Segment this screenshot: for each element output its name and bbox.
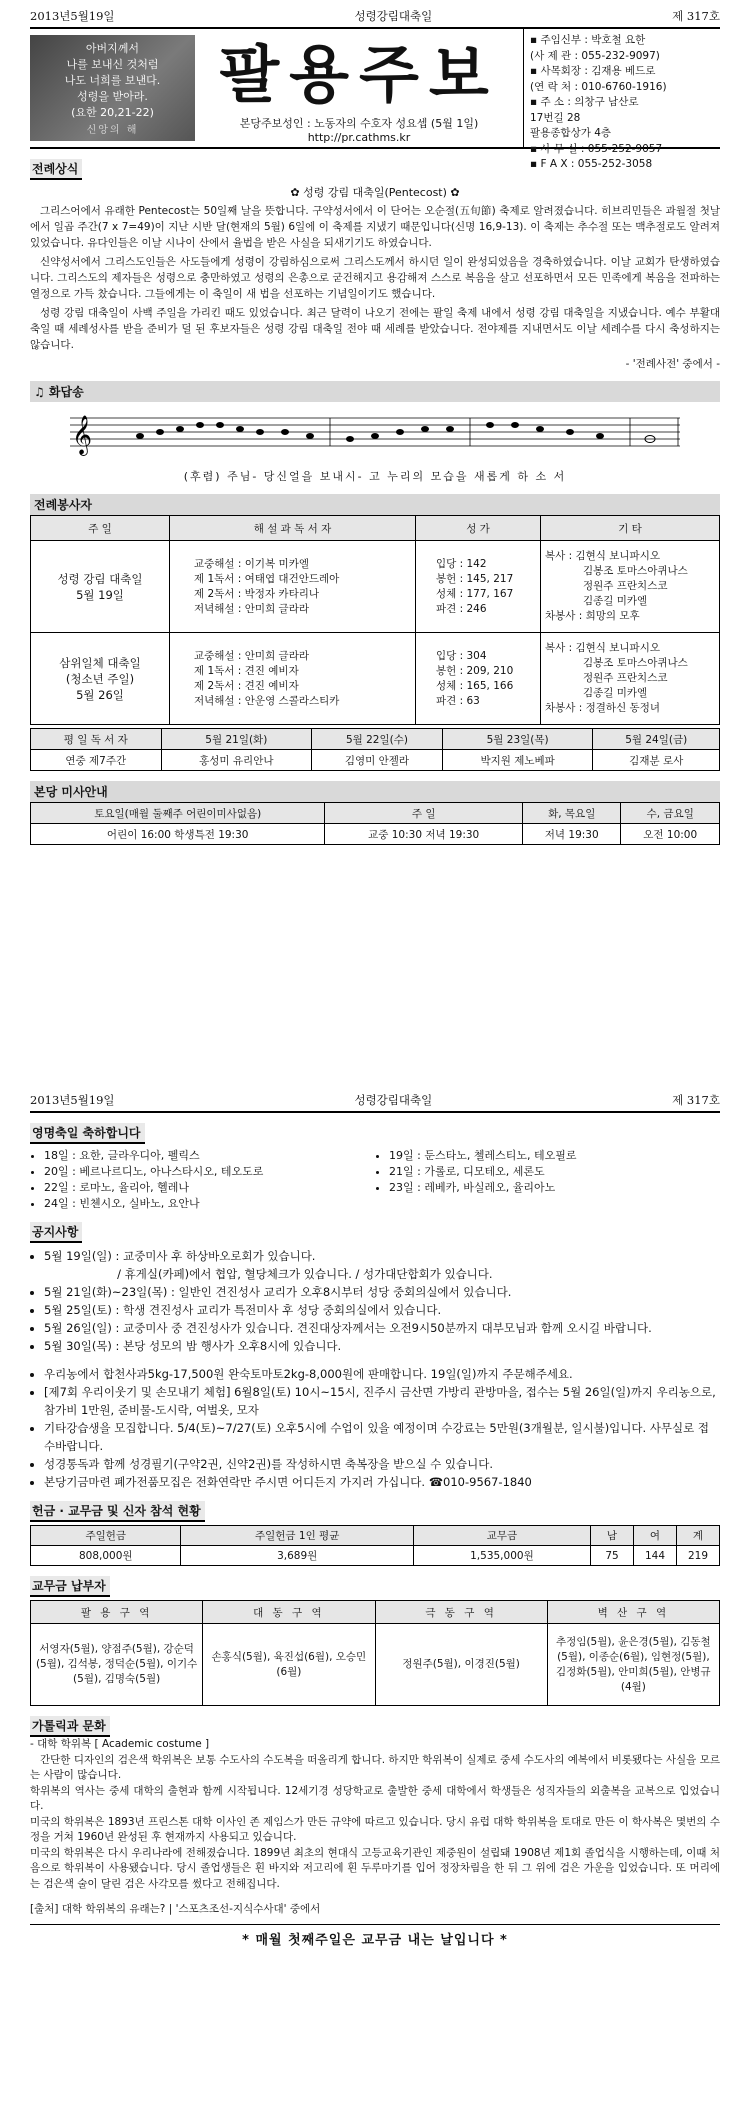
table-row — [31, 750, 720, 771]
table-row — [31, 824, 720, 845]
column-header: 성 가 — [416, 516, 541, 541]
list-item: • 기타강습생을 모집합니다. 5/4(토)~7/27(토) 오후5시에 수업이 있을 예정이며 수강료는 5만원(3개월분, 일시불)입니다. 사무실로 접수바랍니다. — [44, 1419, 720, 1455]
bulletin-title: 팔용주보 — [219, 38, 499, 111]
servers-table — [30, 515, 720, 725]
liturgy-heading: 전례상식 — [30, 159, 82, 180]
reader-line: 제 2독서 : 견진 예비자 — [194, 679, 299, 692]
hymn-line: 파견 : 63 — [436, 694, 480, 707]
motto-reference: (요한 20,21-22) — [71, 106, 154, 119]
column-header: 계 — [677, 1526, 720, 1546]
table-cell: 1,535,000원 — [413, 1546, 590, 1566]
reader-line: 교중해설 : 안미희 글라라 — [194, 649, 309, 662]
info-line: ▪ F A X : 055-252-3058 — [530, 158, 653, 170]
readers-cell — [170, 633, 416, 725]
culture-paragraph: 미국의 학위복은 다시 우리나라에 전해졌습니다. 1899년 최초의 현대식 고등교육기관인 제중원이 설립돼 1908년 제1회 졸업식을 시행하는데, 이때 처음으로 학위복이 사용됐습니다. 당시 졸업생들은 흰 바지와 저고리에 흰 두루마기를 입어 정장차림을 한 뒤 그 위에 검은 가운을 입었습니다. 또 머리에는 검은색 술이 달린 검은 사각모를 썼다고 전해집니다. — [30, 1846, 720, 1890]
table-header-row — [31, 1601, 720, 1624]
patron-saint: 본당주보성인 : 노동자의 수호자 성요셉 (5월 1일) — [239, 117, 479, 130]
list-item: • 24일 : 빈첸시오, 실바노, 요안나 — [44, 1196, 375, 1212]
table-cell: 808,000원 — [31, 1546, 181, 1566]
column-header: 남 — [591, 1526, 634, 1546]
table-cell: 75 — [591, 1546, 634, 1566]
table-cell: 김영미 안젤라 — [312, 750, 443, 771]
reader-line: 제 1독서 : 견진 예비자 — [194, 664, 299, 677]
feastdays-list — [30, 1148, 720, 1212]
page-header — [30, 1092, 720, 1113]
liturgy-subheading: ✿ 성령 강림 대축일(Pentecost) ✿ — [290, 186, 460, 199]
other-line: 정원주 프란치스코 — [583, 672, 668, 684]
table-header-row — [31, 516, 720, 541]
website-url[interactable]: http://pr.cathms.kr — [307, 131, 411, 144]
info-line: 17번길 28 — [530, 111, 581, 124]
info-line: ▪ 사 무 실 : 055-252-9057 — [530, 142, 663, 155]
notices-list-secondary — [30, 1365, 720, 1491]
culture-paragraph: 학위복의 역사는 중세 대학의 출현과 함께 시작됩니다. 12세기경 성당학교로 출발한 중세 대학에서 학생들은 성직자들의 외출복을 교복으로 입었습니다. — [30, 1784, 720, 1812]
column-header: 주일헌금 — [31, 1526, 181, 1546]
column-header: 5월 24일(금) — [593, 729, 720, 750]
liturgy-paragraph: 그리스어에서 유래한 Pentecost는 50일째 날을 뜻합니다. 구약성서에서 이 단어는 오순절(五旬節) 축제로 알려졌습니다. 히브리민들은 과월절 첫날에서 일곱 주간(7 x 7=49)이 지난 시반 달(현재의 5월) 6일에 이 축제를 지냈기 때문입니다(신명 16,9-13). 이 축제는 추수절 또는 맥추절로도 알려져 있었습니다. 유다인들은 이날 시나이 산에서 율법을 받은 사실을 되새기기도 하였습니다. — [30, 205, 720, 249]
table-row — [31, 541, 720, 633]
motto-line: 성령을 받아라. — [77, 90, 148, 103]
list-item: • 5월 19일(일) : 교중미사 후 하상바오로회가 있습니다. — [44, 1247, 720, 1265]
sunday-cell: 삼위일체 대축일 (청소년 주일) 5월 26일 — [31, 633, 170, 725]
table-cell: 박지원 제노베파 — [442, 750, 593, 771]
others-cell — [541, 541, 720, 633]
table-cell: 오전 10:00 — [621, 824, 720, 845]
hymn-line: 봉헌 : 209, 210 — [436, 664, 514, 677]
list-item: • 성경통독과 함께 성경필기(구약2권, 신약2권)를 작성하시면 축복장을 받으실 수 있습니다. — [44, 1455, 720, 1473]
motto-line: 나를 보내신 것처럼 — [66, 58, 159, 71]
hymn-line: 입당 : 304 — [436, 649, 487, 662]
column-header: 5월 21일(화) — [161, 729, 312, 750]
weekday-readers-table — [30, 728, 720, 771]
reader-line: 저녁해설 : 안미희 글라라 — [194, 602, 309, 615]
table-cell: 손홍식(5월), 육진섭(6월), 오승민(6월) — [203, 1624, 375, 1706]
column-header: 대 동 구 역 — [203, 1601, 375, 1624]
readers-cell — [170, 541, 416, 633]
list-item: • 5월 26일(일) : 교중미사 중 견진성사가 있습니다. 견진대상자께서는 오전9시50분까지 대부모님과 함께 오시길 바랍니다. — [44, 1319, 720, 1337]
other-line: 복사 : 김현식 보니파시오 — [545, 550, 660, 562]
notices-list — [30, 1247, 720, 1355]
list-item: • 18일 : 요한, 글라우디아, 펠릭스 — [44, 1148, 375, 1164]
hymn-heading: ♫ 화답송 — [30, 381, 720, 402]
liturgy-paragraph: 신약성서에서 그리스도인들은 사도들에게 성령이 강림하심으로써 그리스도께서 하시던 일이 완성되었음을 경축하였습니다. 이날 교회가 탄생하였습니다. 그리스도의 제자들은 성령으로 충만하였고 성령의 은총으로 굳건해지고 용감해져 스스로 복음을 살고 선포하면서 모든 민족에게 복음을 전파하는 열정으로 가득 찼습니다. 그들에게는 이 축일이 새 법을 선포하는 기념일이기도 했습니다. — [30, 256, 720, 300]
feastdays-left — [30, 1148, 375, 1212]
sunday-cell: 성령 강림 대축일 5월 19일 — [31, 541, 170, 633]
title-box — [195, 29, 523, 147]
table-header-row — [31, 1526, 720, 1546]
hymn-line: 입당 : 142 — [436, 557, 487, 570]
feastdays-right — [375, 1148, 720, 1212]
header-feast: 성령강림대축일 — [354, 1093, 433, 1107]
hymn-line: 성체 : 165, 166 — [436, 679, 514, 692]
list-item: • 5월 25일(토) : 학생 견진성사 교리가 특전미사 후 성당 중회의실에서 있습니다. — [44, 1301, 720, 1319]
servers-heading: 전례봉사자 — [30, 494, 720, 515]
table-row — [31, 1546, 720, 1566]
footer-note: * 매월 첫째주일은 교무금 내는 날입니다 * — [30, 1924, 720, 1948]
list-item: • 5월 30일(목) : 본당 성모의 밤 행사가 오후8시에 있습니다. — [44, 1337, 720, 1355]
feastdays-heading: 영명축일 축하합니다 — [30, 1123, 145, 1144]
column-header: 여 — [634, 1526, 677, 1546]
other-line: 차봉사 : 정결하신 동정녀 — [545, 702, 660, 714]
column-header: 기 타 — [541, 516, 720, 541]
motto-line: 아버지께서 — [85, 42, 140, 55]
table-cell: 219 — [677, 1546, 720, 1566]
year-of-faith: 신앙의 해 — [86, 125, 139, 136]
table-cell: 정원주(5월), 이경진(5월) — [375, 1624, 547, 1706]
table-cell: 홍성미 유리안나 — [161, 750, 312, 771]
motto-line: 나도 너희를 보낸다. — [64, 74, 161, 87]
table-header-row — [31, 803, 720, 824]
page-one — [30, 8, 720, 845]
header-issue: 제 317호 — [672, 9, 720, 23]
header-date: 2013년5월19일 — [30, 9, 115, 23]
hymn-line: 파견 : 246 — [436, 602, 487, 615]
table-cell: 김재분 로사 — [593, 750, 720, 771]
liturgy-source: - '전례사전' 중에서 - — [625, 358, 720, 370]
table-cell: 어린이 16:00 학생특전 19:30 — [31, 824, 325, 845]
column-header: 주 일 — [31, 516, 170, 541]
table-cell: 144 — [634, 1546, 677, 1566]
mass-schedule-table — [30, 802, 720, 845]
column-header: 화, 목요일 — [522, 803, 621, 824]
column-header: 5월 22일(수) — [312, 729, 443, 750]
column-header: 교무금 — [413, 1526, 590, 1546]
reader-line: 제 1독서 : 여태엽 대건안드레아 — [194, 572, 340, 585]
music-notation — [30, 406, 720, 466]
list-item: • 5월 21일(화)~23일(목) : 일반인 견진성사 교리가 오후8시부터 성당 중회의실에서 있습니다. — [44, 1283, 720, 1301]
liturgy-paragraph: 성령 강림 대축일이 사백 주일을 가리킨 때도 있었습니다. 최근 달력이 나오기 전에는 팔일 축제 내에서 성령 강림 대축일을 지냈습니다. 예수 부활대축일 때 세례성사를 받을 준비가 덜 된 후보자들은 성령 강림 대축일 전야 때 세례를 받았습니다. 전야제를 지내면서도 이날 세례수를 다시 축성하지는 않습니다. — [30, 307, 720, 351]
table-cell: 서영자(5월), 양점주(5월), 강순덕(5월), 김석봉, 정덕순(5월), 이기수(5월), 김명숙(5월) — [31, 1624, 203, 1706]
culture-heading: 가톨릭과 문화 — [30, 1716, 110, 1737]
page-header — [30, 8, 720, 29]
header-feast: 성령강림대축일 — [354, 9, 433, 23]
header-issue: 제 317호 — [672, 1093, 720, 1107]
motto-box — [30, 35, 195, 141]
list-item: • 우리농에서 합천사과5kg-17,500원 완숙토마토2kg-8,000원에 판매합니다. 19일(일)까지 주문해주세요. — [44, 1365, 720, 1383]
column-header: 평 일 독 서 자 — [31, 729, 162, 750]
table-cell: 연중 제7주간 — [31, 750, 162, 771]
list-item: • 22일 : 로마노, 율리아, 헬레나 — [44, 1180, 375, 1196]
page-two — [30, 1092, 720, 1948]
info-line: (사 제 관 : 055-232-9097) — [530, 49, 660, 62]
column-header: 5월 23일(목) — [442, 729, 593, 750]
culture-section — [30, 1737, 720, 1918]
info-line: (연 락 처 : 010-6760-1916) — [530, 80, 667, 93]
notices-heading: 공지사항 — [30, 1222, 82, 1243]
others-cell — [541, 633, 720, 725]
column-header: 주 일 — [325, 803, 523, 824]
other-line: 차봉사 : 희망의 모후 — [545, 610, 640, 622]
reader-line: 저녁해설 : 안운영 스콜라스티카 — [194, 694, 340, 707]
other-line: 김종길 미카엘 — [583, 595, 648, 607]
fees-table — [30, 1600, 720, 1706]
reader-line: 제 2독서 : 박정자 카타리나 — [194, 587, 319, 600]
reader-line: 교중해설 : 이기복 미카엘 — [194, 557, 309, 570]
other-line: 복사 : 김현식 보니파시오 — [545, 642, 660, 654]
table-row — [31, 633, 720, 725]
culture-subtitle: - 대학 학위복 [ Academic costume ] — [30, 1738, 210, 1750]
fees-heading: 교무금 납부자 — [30, 1576, 110, 1597]
stats-heading: 헌금 · 교무금 및 신자 참석 현황 — [30, 1501, 205, 1522]
stats-table — [30, 1525, 720, 1566]
other-line: 김봉조 토마스아퀴나스 — [583, 565, 688, 577]
list-item: • [제7회 우리이웃기 및 손모내기 체험] 6월8일(토) 10시~15시, 진주시 금산면 가방리 관방마을, 접수는 5월 26일(일)까지 우리농으로, 참가비 1만원, 준비물-도시락, 여벌옷, 모자 — [44, 1383, 720, 1419]
table-row — [31, 1624, 720, 1706]
hymn-lyrics: (후렴) 주님- 당신얼을 보내시- 고 누리의 모습을 새롭게 하 소 서 — [183, 470, 567, 483]
other-line: 정원주 프란치스코 — [583, 580, 668, 592]
music-staff — [30, 406, 720, 468]
info-line: ▪ 주 소 : 의창구 남산로 — [530, 96, 639, 108]
info-line: ▪ 주임신부 : 박호철 요한 — [530, 34, 646, 46]
column-header: 팔 용 구 역 — [31, 1601, 203, 1624]
info-line: ▪ 사목회장 : 김재용 베드로 — [530, 65, 656, 77]
column-header: 토요일(매월 둘째주 어린이미사없음) — [31, 803, 325, 824]
culture-paragraph: 미국의 학위복은 1893년 프린스톤 대학 이사인 존 제임스가 만든 규약에 따르고 있습니다. 당시 유럽 대학 학위복을 토대로 만든 이 학사복은 몇번의 수정을 거쳐 1960년 완성된 후 현재까지 사용되고 있습니다. — [30, 1815, 720, 1843]
hymn-line: 봉헌 : 145, 217 — [436, 572, 514, 585]
table-header-row — [31, 729, 720, 750]
table-cell: 추정임(5월), 윤은경(5월), 김동철(5월), 이종순(6월), 임현정(5월), 김정화(5월), 안미희(5월), 안병규(4월) — [547, 1624, 719, 1706]
column-header: 수, 금요일 — [621, 803, 720, 824]
list-item: • 본당기금마련 폐가전품모집은 전화연락만 주시면 어디든지 가지러 가십니다. ☎010-9567-1840 — [44, 1473, 720, 1491]
list-item: • 23일 : 레베카, 바실레오, 율리아노 — [389, 1180, 720, 1196]
hymns-cell — [416, 541, 541, 633]
culture-source: [출처] 대학 학위복의 유래는? | '스포츠조선-지식수사대' 중에서 — [30, 1903, 321, 1915]
list-item: • 21일 : 가롤로, 디모테오, 세론도 — [389, 1164, 720, 1180]
culture-paragraph: 간단한 디자인의 검은색 학위복은 보통 수도사의 수도복을 떠올리게 합니다. 하지만 학위복이 실제로 중세 수도사의 예복에서 비롯됐다는 사실을 모르는 사람이 많습니다. — [30, 1753, 720, 1781]
header-date: 2013년5월19일 — [30, 1093, 115, 1107]
parish-info — [523, 29, 720, 170]
table-cell: 3,689원 — [181, 1546, 413, 1566]
other-line: 김종길 미카엘 — [583, 687, 648, 699]
column-header: 해 설 과 독 서 자 — [170, 516, 416, 541]
other-line: 김봉조 토마스아퀴나스 — [583, 657, 688, 669]
hymn-line: 성체 : 177, 167 — [436, 587, 514, 600]
hymns-cell — [416, 633, 541, 725]
column-header: 극 동 구 역 — [375, 1601, 547, 1624]
mass-heading: 본당 미사안내 — [30, 781, 720, 802]
info-line: 팔용종합상가 4층 — [530, 127, 612, 139]
list-item: • 20일 : 베르나르디노, 아나스타시오, 테오도로 — [44, 1164, 375, 1180]
table-cell: 저녁 19:30 — [522, 824, 621, 845]
table-cell: 교중 10:30 저녁 19:30 — [325, 824, 523, 845]
svg-text:𝄞: 𝄞 — [72, 415, 93, 455]
column-header: 벽 산 구 역 — [547, 1601, 719, 1624]
list-item: / 휴게실(카페)에서 협압, 혈당체크가 있습니다. / 성가대단합회가 있습니다. — [44, 1267, 493, 1281]
column-header: 주일헌금 1인 평균 — [181, 1526, 413, 1546]
list-item: • 19일 : 둔스타노, 첼레스티노, 테오필로 — [389, 1148, 720, 1164]
